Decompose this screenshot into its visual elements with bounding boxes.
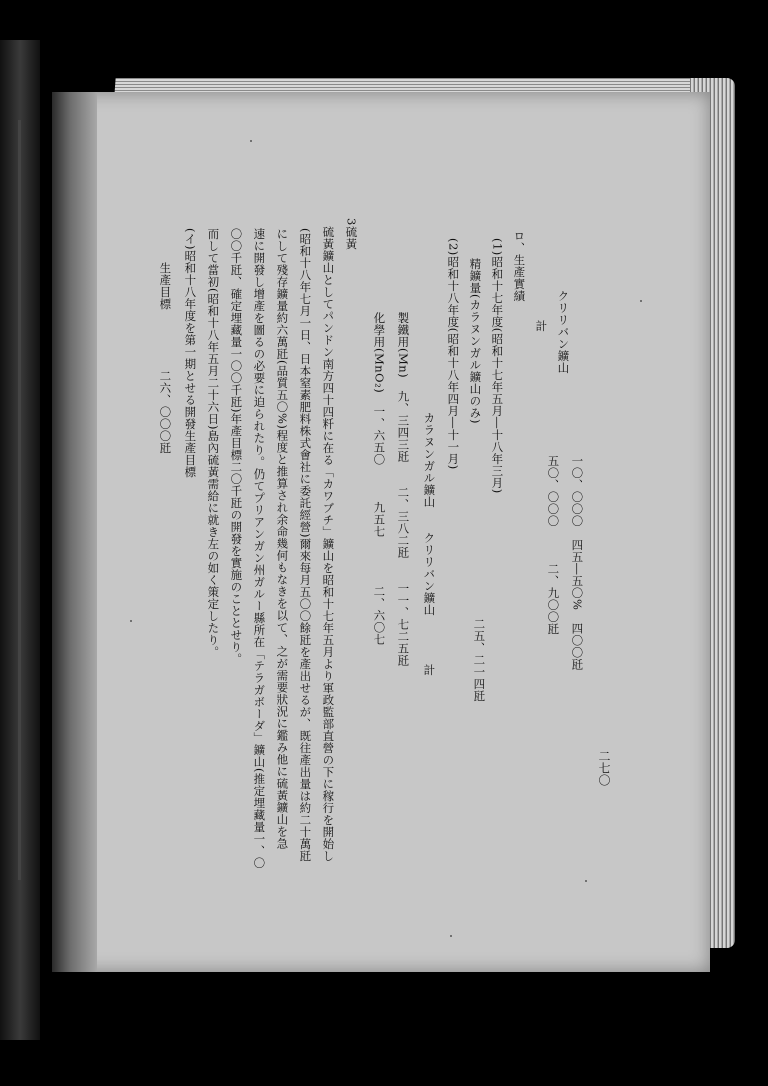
scan-speck: [640, 300, 642, 302]
row-steel-use: 製鐵用(Mn) 九、三四三瓩 二、三八二瓩 一一、七二五瓩: [396, 312, 411, 667]
mine-a-name: クリリバン鑛山: [556, 290, 571, 374]
paragraph-line-1: 硫黃鑛山としてパンドン南方四十四粁に在る「カワブチ」鑛山を昭和十七年五月より軍政監部直營の下に稼行を開始し: [321, 226, 336, 862]
section-3-heading: 3硫黃: [344, 218, 359, 250]
total-values: 五〇、〇〇〇 二、九〇〇瓩: [546, 455, 561, 635]
item-i-line: (イ)昭和十八年度を第一期とせる開發生產目標: [183, 228, 198, 478]
production-target-line: 生產目標 二六、〇〇〇瓩: [158, 262, 173, 454]
page-number: 二七〇: [597, 750, 611, 786]
refined-ore-value: 二五、二一四瓩: [472, 618, 487, 702]
mine-a-values: 一〇、〇〇〇 四五―五〇% 四〇〇瓩: [570, 455, 585, 671]
section-ro-heading: ロ、生產實績: [512, 230, 527, 302]
refined-ore-label: 精鑛量(カラヌンガル鑛山のみ): [468, 258, 483, 424]
row-chemical-use: 化學用(MnO₂) 一、六五〇 九五七 二、六〇七: [372, 312, 387, 646]
scan-speck: [250, 140, 252, 142]
binding-line: [18, 120, 21, 880]
paragraph-line-5: 〇〇千瓩、確定埋藏量一〇〇千瓩)年產目標二〇千瓩の開發を實施のこととせり。: [229, 228, 244, 665]
table-column-headers: カラヌンガル鑛山 クリリバン鑛山 計: [422, 412, 437, 676]
paragraph-line-4: 速に開發し增產を圖るの必要に迫られたり。仍てプリアンガン州ガルー縣所在「テラガボーダ」鑛山(推定埋藏量一、〇: [252, 228, 267, 869]
paragraph-line-6: 而して當初(昭和十八年五月二十六日)島內硫黃需給に就き左の如く策定したり。: [206, 228, 221, 658]
scan-speck: [585, 880, 587, 882]
item-1-line: (1)昭和十七年度(昭和十七年五月―十八年三月): [490, 238, 505, 494]
paragraph-line-3: にして殘存鑛量約六萬瓩(品質五〇%)程度と推算され余命幾何もなきを以て、之が需要狀況に鑑み他に硫黃鑛山を急: [275, 228, 290, 850]
paragraph-line-2: (昭和十八年七月一日、日本窒素肥料株式會社に委託經營)爾來每月五〇〇餘瓩を產出せるが、既往產出量は約二十萬瓩: [298, 228, 313, 862]
item-2-line: (2)昭和十八年度(昭和十八年四月―十一月): [446, 238, 461, 470]
scan-speck: [130, 620, 132, 622]
scan-speck: [450, 935, 452, 937]
total-label: 計: [534, 320, 549, 332]
page-gutter-shadow: [52, 92, 97, 972]
